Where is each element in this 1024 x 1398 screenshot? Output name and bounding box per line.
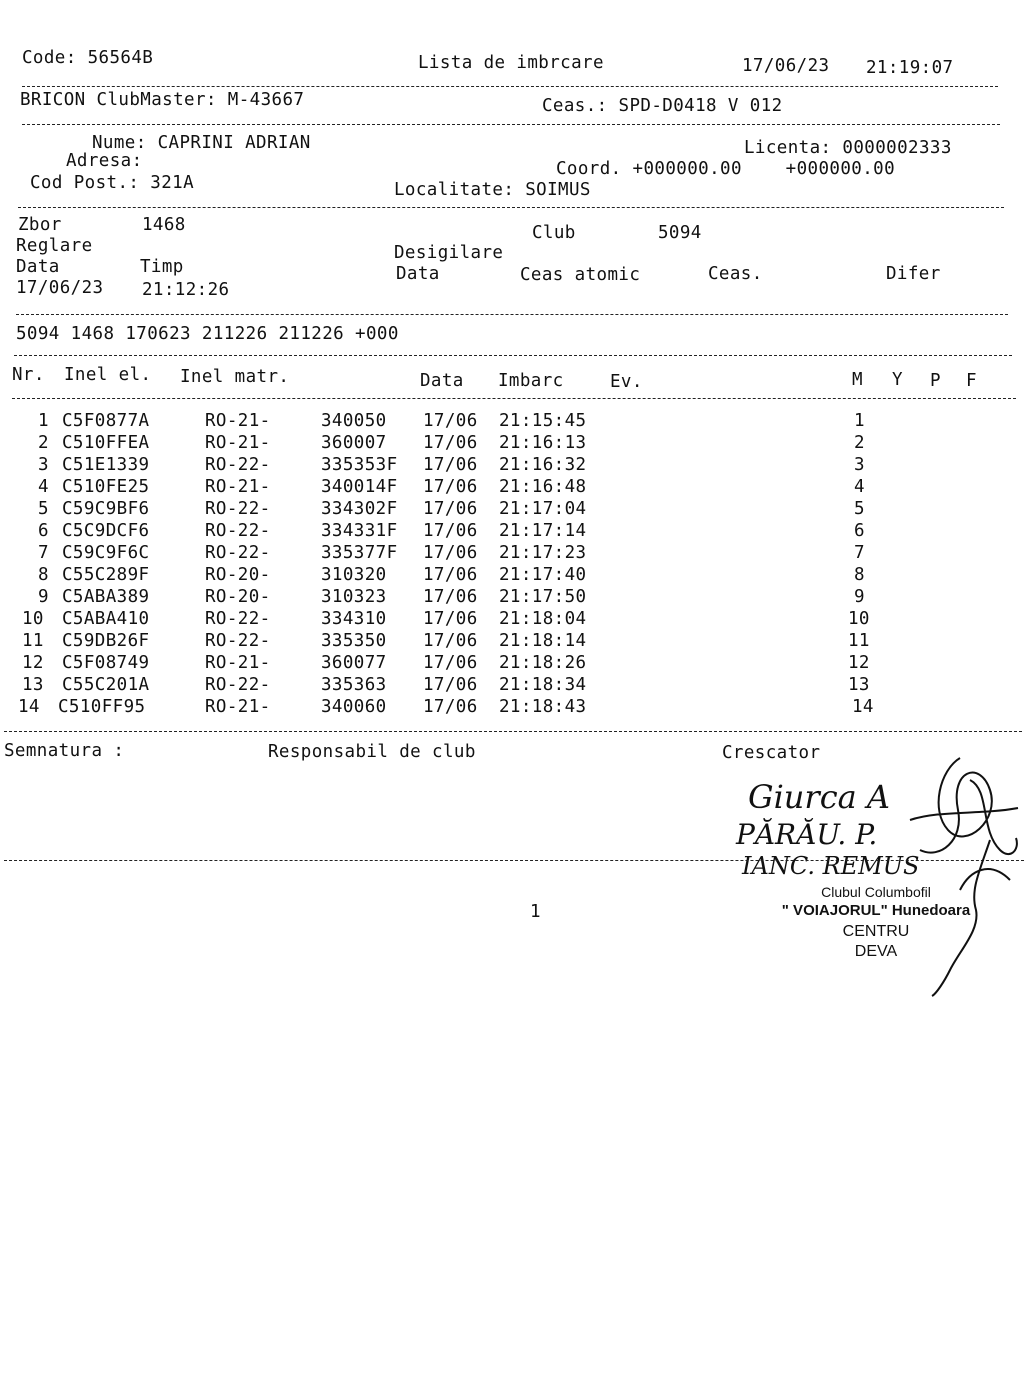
setting-date: 17/06/23: [16, 278, 104, 298]
setting-time: 21:12:26: [142, 280, 230, 300]
row-ring-number: 340060: [321, 697, 387, 717]
row-m: 7: [854, 543, 865, 563]
stamp-line-1: Clubul Columbofil: [821, 884, 931, 900]
col-header-m: M: [852, 370, 863, 390]
print-time: 21:19:07: [866, 58, 954, 78]
address-label: Adresa:: [66, 151, 143, 171]
clock-label: Ceas.: SPD-D0418 V 012: [542, 96, 783, 116]
row-date: 17/06: [423, 697, 478, 717]
flight-label: Zbor: [18, 215, 62, 235]
table-row: [0, 542, 1024, 564]
row-m: 1: [854, 411, 865, 431]
row-m: 11: [848, 631, 870, 651]
row-m: 9: [854, 587, 865, 607]
table-row: [0, 674, 1024, 696]
divider: [4, 731, 1022, 732]
row-ring-prefix: RO-22-: [205, 543, 271, 563]
difference-label: Difer: [886, 264, 941, 284]
row-m: 12: [848, 653, 870, 673]
breeder-label: Crescator: [722, 743, 821, 763]
stamp-line-4: DEVA: [854, 943, 898, 960]
row-nr: 9: [38, 587, 49, 607]
code-label: Code: 56564B: [22, 48, 154, 68]
row-nr: 1: [38, 411, 49, 431]
row-time: 21:17:14: [499, 521, 587, 541]
row-inel-el: C59C9BF6: [62, 499, 150, 519]
row-nr: 12: [22, 653, 44, 673]
col-header-imbarc: Imbarc: [498, 371, 564, 391]
row-time: 21:18:34: [499, 675, 587, 695]
row-time: 21:18:43: [499, 697, 587, 717]
table-row: [0, 630, 1024, 652]
row-m: 13: [848, 675, 870, 695]
page-number: 1: [530, 902, 541, 922]
table-row: [0, 608, 1024, 630]
row-time: 21:17:23: [499, 543, 587, 563]
row-date: 17/06: [423, 433, 478, 453]
row-inel-el: C510FFEA: [62, 433, 150, 453]
row-inel-el: C510FF95: [58, 697, 146, 717]
date-label-2: Data: [396, 264, 440, 284]
row-ring-number: 335350: [321, 631, 387, 651]
row-m: 10: [848, 609, 870, 629]
row-ring-prefix: RO-20-: [205, 587, 271, 607]
row-ring-prefix: RO-22-: [205, 631, 271, 651]
row-inel-el: C51E1339: [62, 455, 150, 475]
col-header-ev: Ev.: [610, 372, 643, 392]
row-ring-number: 335353F: [321, 455, 398, 475]
club-label: Club: [532, 223, 576, 243]
divider: [16, 314, 1008, 315]
table-row: [0, 520, 1024, 542]
row-date: 17/06: [423, 587, 478, 607]
row-time: 21:17:40: [499, 565, 587, 585]
table-row: [0, 454, 1024, 476]
row-time: 21:15:45: [499, 411, 587, 431]
row-ring-prefix: RO-20-: [205, 565, 271, 585]
row-ring-prefix: RO-21-: [205, 697, 271, 717]
locality: Localitate: SOIMUS: [394, 180, 591, 200]
row-ring-prefix: RO-21-: [205, 653, 271, 673]
table-row: [0, 696, 1024, 718]
row-date: 17/06: [423, 609, 478, 629]
row-ring-prefix: RO-21-: [205, 411, 271, 431]
row-ring-number: 334310: [321, 609, 387, 629]
col-header-data: Data: [420, 371, 464, 391]
row-date: 17/06: [423, 653, 478, 673]
row-ring-prefix: RO-22-: [205, 521, 271, 541]
row-inel-el: C5F0877A: [62, 411, 150, 431]
row-m: 3: [854, 455, 865, 475]
row-nr: 3: [38, 455, 49, 475]
time-label: Timp: [140, 257, 184, 277]
row-ring-number: 360077: [321, 653, 387, 673]
flight-number: 1468: [142, 215, 186, 235]
stamp-line-3: CENTRU: [842, 923, 910, 940]
row-time: 21:18:04: [499, 609, 587, 629]
table-row: [0, 410, 1024, 432]
coordinates: Coord. +000000.00 +000000.00: [556, 159, 896, 179]
divider: [18, 207, 1004, 208]
row-nr: 4: [38, 477, 49, 497]
row-ring-prefix: RO-22-: [205, 675, 271, 695]
row-inel-el: C55C201A: [62, 675, 150, 695]
divider: [22, 124, 1000, 125]
row-ring-number: 335377F: [321, 543, 398, 563]
row-date: 17/06: [423, 455, 478, 475]
row-nr: 8: [38, 565, 49, 585]
row-inel-el: C5F08749: [62, 653, 150, 673]
setting-label: Reglare: [16, 236, 93, 256]
row-date: 17/06: [423, 631, 478, 651]
col-header-f: F: [966, 371, 977, 391]
row-inel-el: C59C9F6C: [62, 543, 150, 563]
row-ring-number: 310323: [321, 587, 387, 607]
divider: [22, 86, 998, 87]
postal-code: Cod Post.: 321A: [30, 173, 195, 193]
row-ring-number: 310320: [321, 565, 387, 585]
row-ring-prefix: RO-21-: [205, 433, 271, 453]
handwritten-name-1: Giurca A: [748, 778, 890, 816]
row-nr: 2: [38, 433, 49, 453]
table-row: [0, 586, 1024, 608]
col-header-nr: Nr.: [12, 365, 45, 385]
row-time: 21:18:26: [499, 653, 587, 673]
print-date: 17/06/23: [742, 56, 830, 76]
row-inel-el: C5ABA389: [62, 587, 150, 607]
table-row: [0, 498, 1024, 520]
table-row: [0, 652, 1024, 674]
row-date: 17/06: [423, 565, 478, 585]
license-number: Licenta: 0000002333: [744, 138, 952, 158]
document-title: Lista de imbrcare: [418, 53, 604, 73]
row-m: 5: [854, 499, 865, 519]
row-nr: 14: [18, 697, 40, 717]
row-time: 21:16:32: [499, 455, 587, 475]
row-ring-prefix: RO-22-: [205, 455, 271, 475]
divider: [12, 398, 1016, 399]
row-m: 2: [854, 433, 865, 453]
row-time: 21:17:04: [499, 499, 587, 519]
row-m: 8: [854, 565, 865, 585]
atomic-clock-label: Ceas atomic: [520, 265, 641, 285]
row-inel-el: C5C9DCF6: [62, 521, 150, 541]
row-nr: 10: [22, 609, 44, 629]
row-time: 21:16:48: [499, 477, 587, 497]
clock-label-2: Ceas.: [708, 264, 763, 284]
table-row: [0, 476, 1024, 498]
col-header-inel-matr: Inel matr.: [180, 367, 290, 387]
row-date: 17/06: [423, 477, 478, 497]
row-nr: 11: [22, 631, 44, 651]
row-ring-number: 334331F: [321, 521, 398, 541]
row-date: 17/06: [423, 675, 478, 695]
row-ring-number: 340014F: [321, 477, 398, 497]
stamp-line-2: " VOIAJORUL" Hunedoara: [781, 902, 971, 919]
club-responsible-label: Responsabil de club: [268, 742, 476, 762]
row-nr: 13: [22, 675, 44, 695]
row-ring-number: 334302F: [321, 499, 398, 519]
row-inel-el: C5ABA410: [62, 609, 150, 629]
row-ring-prefix: RO-21-: [205, 477, 271, 497]
handwritten-name-2: PĂRĂU. P.: [736, 818, 878, 851]
date-label: Data: [16, 257, 60, 277]
row-time: 21:18:14: [499, 631, 587, 651]
row-date: 17/06: [423, 411, 478, 431]
flight-summary: 5094 1468 170623 211226 211226 +000: [16, 324, 399, 344]
row-m: 6: [854, 521, 865, 541]
row-ring-number: 335363: [321, 675, 387, 695]
row-nr: 7: [38, 543, 49, 563]
clubmaster-label: BRICON ClubMaster: M-43667: [20, 90, 305, 110]
col-header-p: P: [930, 371, 941, 391]
divider: [14, 355, 1012, 356]
divider: [4, 860, 1024, 861]
unsealing-label: Desigilare: [394, 243, 504, 263]
row-ring-number: 340050: [321, 411, 387, 431]
row-inel-el: C510FE25: [62, 477, 150, 497]
table-row: [0, 432, 1024, 454]
row-date: 17/06: [423, 499, 478, 519]
col-header-inel-el: Inel el.: [64, 365, 152, 385]
row-date: 17/06: [423, 521, 478, 541]
row-m: 14: [852, 697, 874, 717]
row-time: 21:17:50: [499, 587, 587, 607]
club-number: 5094: [658, 223, 702, 243]
row-ring-number: 360007: [321, 433, 387, 453]
table-row: [0, 564, 1024, 586]
col-header-y: Y: [892, 370, 903, 390]
row-m: 4: [854, 477, 865, 497]
row-nr: 6: [38, 521, 49, 541]
signature-label: Semnatura :: [4, 741, 125, 761]
row-inel-el: C55C289F: [62, 565, 150, 585]
row-date: 17/06: [423, 543, 478, 563]
row-ring-prefix: RO-22-: [205, 499, 271, 519]
row-time: 21:16:13: [499, 433, 587, 453]
row-nr: 5: [38, 499, 49, 519]
row-ring-prefix: RO-22-: [205, 609, 271, 629]
owner-name: Nume: CAPRINI ADRIAN: [92, 133, 311, 153]
row-inel-el: C59DB26F: [62, 631, 150, 651]
handwritten-name-3: IANC. REMUS: [742, 852, 920, 880]
club-stamp: [756, 884, 996, 961]
